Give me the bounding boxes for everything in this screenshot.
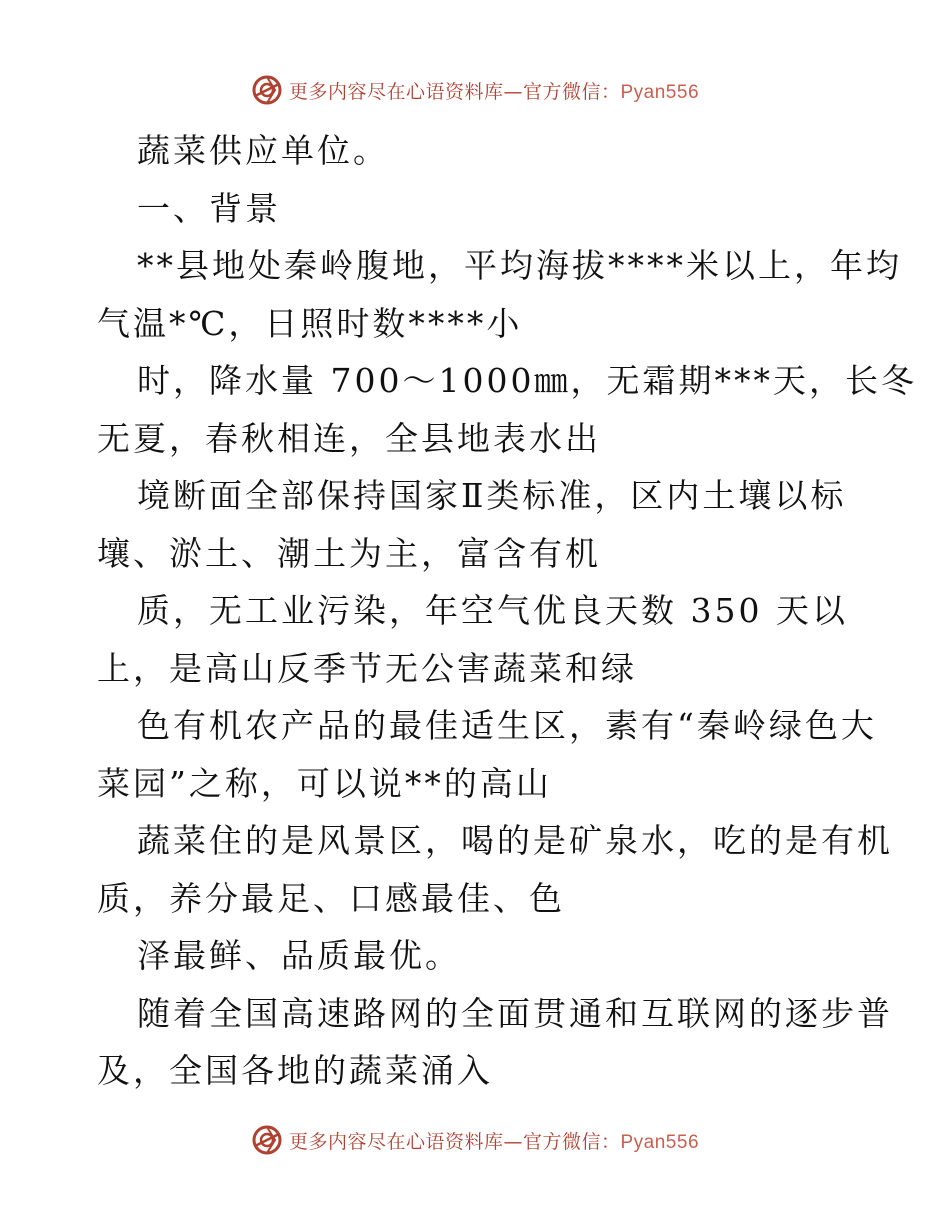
- text-line: **县地处秦岭腹地，平均海拔****米以上，年均: [137, 246, 902, 285]
- footer-separator: —: [503, 1130, 523, 1153]
- footer-wechat-label: 官方微信：: [522, 1130, 621, 1153]
- text-line: 菜园”之称，可以说**的高山: [97, 763, 552, 803]
- text-line: 泽最鲜、品质最优。: [137, 936, 461, 975]
- text-line: 无夏，春秋相连，全县地表水出: [97, 418, 601, 458]
- text-line: 蔬菜供应单位。: [137, 131, 389, 170]
- footer-site-name: 更多内容尽在心语资料库: [288, 1130, 504, 1153]
- logo-icon: [251, 74, 283, 106]
- text-line: 随着全国高速路网的全面贯通和互联网的逐步普: [137, 993, 893, 1033]
- text-line: 质，养分最足、口感最佳、色: [97, 878, 565, 918]
- text-line: 境断面全部保持国家Ⅱ类标准，区内土壤以标: [137, 476, 847, 515]
- header-wechat-label: 官方微信：: [522, 80, 621, 103]
- header-site-name: 更多内容尽在心语资料库: [288, 80, 504, 103]
- header-separator: —: [503, 80, 523, 103]
- text-line: 色有机农产品的最佳适生区，素有“秦岭绿色大: [137, 706, 877, 745]
- text-line: 蔬菜住的是风景区，喝的是矿泉水，吃的是有机: [137, 821, 893, 860]
- footer-wechat-id: Pyan556: [620, 1131, 700, 1153]
- text-line: 时，降水量 700～1000㎜，无霜期***天，长冬: [137, 361, 917, 400]
- header-banner: [0, 70, 950, 110]
- text-line: 壤、淤土、潮土为主，富含有机: [97, 533, 601, 573]
- header-wechat-id: Pyan556: [620, 81, 700, 103]
- text-line: 上，是高山反季节无公害蔬菜和绿: [97, 648, 637, 688]
- footer-text: [289, 1127, 699, 1154]
- text-line: 气温*℃，日照时数****小: [97, 303, 523, 343]
- logo-icon: [251, 1124, 283, 1156]
- document-body: [97, 122, 917, 1100]
- text-line: 质，无工业污染，年空气优良天数 350 天以: [137, 591, 848, 630]
- text-line: 一、背景: [137, 188, 281, 228]
- header-text: [289, 77, 699, 104]
- footer-banner: [0, 1120, 950, 1160]
- text-line: 及，全国各地的蔬菜涌入: [97, 1051, 493, 1090]
